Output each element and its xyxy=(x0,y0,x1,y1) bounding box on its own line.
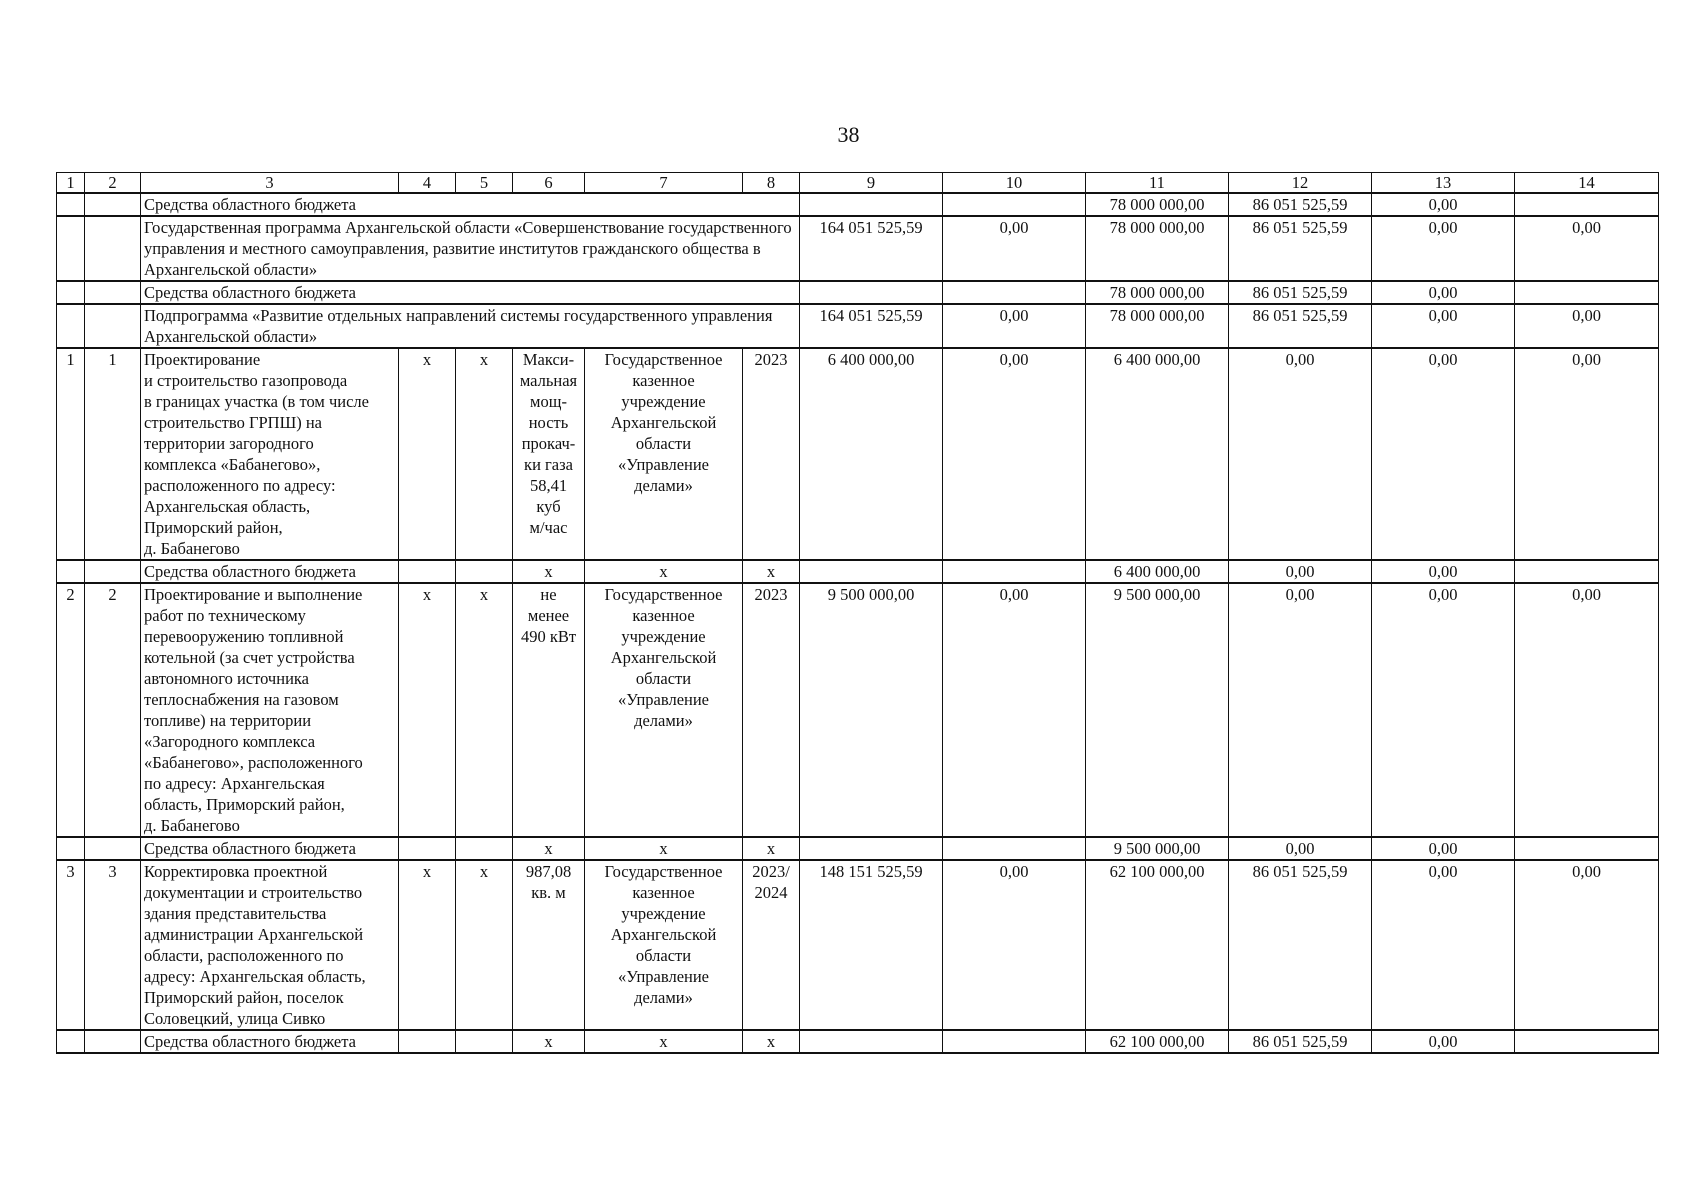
table-cell: х xyxy=(585,1030,743,1053)
amount-cell: 78 000 000,00 xyxy=(1086,216,1229,281)
amount-cell: 9 500 000,00 xyxy=(1086,837,1229,860)
row-number: 1 xyxy=(57,348,85,560)
row-number: 2 xyxy=(85,583,141,837)
table-row xyxy=(57,583,1659,837)
table-cell xyxy=(1515,1030,1659,1053)
table-cell xyxy=(85,837,141,860)
amount-cell: 62 100 000,00 xyxy=(1086,1030,1229,1053)
header-cell: 8 xyxy=(743,173,800,194)
header-cell: 1 xyxy=(57,173,85,194)
header-cell: 5 xyxy=(456,173,513,194)
row-number: 3 xyxy=(57,860,85,1030)
header-cell: 2 xyxy=(85,173,141,194)
customer-cell: Государственное казенное учреждение Архангельской области «Управление делами» xyxy=(585,583,743,837)
table-header-row xyxy=(57,173,1659,194)
table-row xyxy=(57,281,1659,304)
amount-cell: 0,00 xyxy=(1372,837,1515,860)
table-cell xyxy=(1515,560,1659,583)
header-cell: 11 xyxy=(1086,173,1229,194)
header-cell: 10 xyxy=(943,173,1086,194)
amount-cell: 0,00 xyxy=(1515,860,1659,1030)
table-cell xyxy=(943,193,1086,216)
year-cell: 2023/ 2024 xyxy=(743,860,800,1030)
amount-cell: 0,00 xyxy=(1372,1030,1515,1053)
header-cell: 4 xyxy=(399,173,456,194)
header-cell: 14 xyxy=(1515,173,1659,194)
table-cell xyxy=(57,837,85,860)
table-cell: х xyxy=(399,583,456,837)
table-row xyxy=(57,1030,1659,1053)
funding-source-label: Средства областного бюджета xyxy=(141,281,800,304)
amount-cell: 0,00 xyxy=(1372,216,1515,281)
amount-cell: 86 051 525,59 xyxy=(1229,304,1372,348)
table-cell xyxy=(456,560,513,583)
table-cell xyxy=(85,193,141,216)
table-cell: х xyxy=(513,560,585,583)
amount-cell: 0,00 xyxy=(1229,560,1372,583)
amount-cell: 62 100 000,00 xyxy=(1086,860,1229,1030)
table-cell: х xyxy=(399,348,456,560)
customer-cell: Государственное казенное учреждение Архангельской области «Управление делами» xyxy=(585,348,743,560)
capacity-cell: не менее 490 кВт xyxy=(513,583,585,837)
row-number: 1 xyxy=(85,348,141,560)
amount-cell: 6 400 000,00 xyxy=(800,348,943,560)
table-cell xyxy=(85,304,141,348)
amount-cell: 0,00 xyxy=(1372,583,1515,837)
table-cell: х xyxy=(456,583,513,837)
amount-cell: 0,00 xyxy=(1515,583,1659,837)
amount-cell: 9 500 000,00 xyxy=(800,583,943,837)
amount-cell: 0,00 xyxy=(1229,348,1372,560)
table-cell xyxy=(57,1030,85,1053)
table-cell: х xyxy=(456,860,513,1030)
table-cell xyxy=(57,304,85,348)
table-cell xyxy=(1515,281,1659,304)
table-cell: х xyxy=(743,560,800,583)
table-cell xyxy=(456,1030,513,1053)
subprogram-title: Подпрограмма «Развитие отдельных направлений системы государственного управления Архангельской области» xyxy=(141,304,800,348)
amount-cell: 0,00 xyxy=(1372,560,1515,583)
table-cell xyxy=(800,193,943,216)
budget-table xyxy=(56,172,1659,1054)
amount-cell: 86 051 525,59 xyxy=(1229,860,1372,1030)
table-cell xyxy=(399,837,456,860)
table-cell xyxy=(1515,837,1659,860)
table-cell: х xyxy=(585,560,743,583)
amount-cell: 0,00 xyxy=(1372,193,1515,216)
table-cell: х xyxy=(513,837,585,860)
table-row xyxy=(57,837,1659,860)
table-cell: х xyxy=(513,1030,585,1053)
table-cell xyxy=(85,216,141,281)
amount-cell: 0,00 xyxy=(943,304,1086,348)
table-cell: х xyxy=(456,348,513,560)
table-cell: х xyxy=(585,837,743,860)
table-cell xyxy=(57,560,85,583)
table-cell xyxy=(943,560,1086,583)
amount-cell: 78 000 000,00 xyxy=(1086,281,1229,304)
amount-cell: 9 500 000,00 xyxy=(1086,583,1229,837)
header-cell: 6 xyxy=(513,173,585,194)
amount-cell: 148 151 525,59 xyxy=(800,860,943,1030)
amount-cell: 0,00 xyxy=(943,348,1086,560)
amount-cell: 0,00 xyxy=(1515,304,1659,348)
amount-cell: 78 000 000,00 xyxy=(1086,304,1229,348)
table-cell xyxy=(943,281,1086,304)
funding-source-label: Средства областного бюджета xyxy=(141,193,800,216)
header-cell: 12 xyxy=(1229,173,1372,194)
object-name: Проектирование и выполнение работ по техническому перевооружению топливной котельной (за счет устройства автономного источника теплоснабжения на газовом топливе) на территории «Загородного комплекса «Бабанегово», расположенного по адресу: Архангельская область, Приморский район, д. Бабанегово xyxy=(141,583,399,837)
capacity-cell: 987,08 кв. м xyxy=(513,860,585,1030)
amount-cell: 0,00 xyxy=(1372,281,1515,304)
amount-cell: 0,00 xyxy=(1515,348,1659,560)
amount-cell: 78 000 000,00 xyxy=(1086,193,1229,216)
amount-cell: 0,00 xyxy=(1372,304,1515,348)
header-cell: 13 xyxy=(1372,173,1515,194)
amount-cell: 86 051 525,59 xyxy=(1229,216,1372,281)
amount-cell: 0,00 xyxy=(1372,348,1515,560)
table-cell: х xyxy=(743,837,800,860)
table-row xyxy=(57,193,1659,216)
customer-cell: Государственное казенное учреждение Архангельской области «Управление делами» xyxy=(585,860,743,1030)
table-cell xyxy=(800,837,943,860)
table-row xyxy=(57,560,1659,583)
page-number: 38 xyxy=(837,122,860,147)
funding-source-label: Средства областного бюджета xyxy=(141,560,399,583)
table-cell xyxy=(943,837,1086,860)
table-row xyxy=(57,304,1659,348)
table-cell xyxy=(800,1030,943,1053)
year-cell: 2023 xyxy=(743,348,800,560)
table-cell xyxy=(943,1030,1086,1053)
program-title: Государственная программа Архангельской области «Совершенствование государственного управления и местного самоуправления, развитие институтов гражданского общества в Архангельской области» xyxy=(141,216,800,281)
table-row xyxy=(57,348,1659,560)
table-cell xyxy=(1515,193,1659,216)
header-cell: 9 xyxy=(800,173,943,194)
header-cell: 7 xyxy=(585,173,743,194)
table-cell xyxy=(399,1030,456,1053)
table-cell xyxy=(57,193,85,216)
table-cell: х xyxy=(399,860,456,1030)
table-cell: х xyxy=(743,1030,800,1053)
row-number: 2 xyxy=(57,583,85,837)
table-cell xyxy=(85,1030,141,1053)
funding-source-label: Средства областного бюджета xyxy=(141,837,399,860)
table-row xyxy=(57,216,1659,281)
amount-cell: 86 051 525,59 xyxy=(1229,193,1372,216)
amount-cell: 0,00 xyxy=(943,860,1086,1030)
header-cell: 3 xyxy=(141,173,399,194)
amount-cell: 0,00 xyxy=(943,583,1086,837)
amount-cell: 0,00 xyxy=(1515,216,1659,281)
amount-cell: 86 051 525,59 xyxy=(1229,1030,1372,1053)
table-cell xyxy=(57,216,85,281)
funding-source-label: Средства областного бюджета xyxy=(141,1030,399,1053)
table-cell xyxy=(85,281,141,304)
table-cell xyxy=(399,560,456,583)
amount-cell: 164 051 525,59 xyxy=(800,304,943,348)
amount-cell: 0,00 xyxy=(943,216,1086,281)
table-cell xyxy=(800,560,943,583)
table-cell xyxy=(85,560,141,583)
amount-cell: 0,00 xyxy=(1372,860,1515,1030)
amount-cell: 0,00 xyxy=(1229,583,1372,837)
object-name: Корректировка проектной документации и строительство здания представительства администрации Архангельской области, расположенного по адресу: Архангельская область, Приморский район, поселок Соловецкий, улица Сивко xyxy=(141,860,399,1030)
amount-cell: 86 051 525,59 xyxy=(1229,281,1372,304)
object-name: Проектирование и строительство газопровода в границах участка (в том числе строительство ГРПШ) на территории загородного комплекса «Бабанегово», расположенного по адресу: Архангельская область, Приморский район, д. Бабанегово xyxy=(141,348,399,560)
year-cell: 2023 xyxy=(743,583,800,837)
table-cell xyxy=(800,281,943,304)
capacity-cell: Макси- мальная мощ- ность прокач- ки газа 58,41 куб м/час xyxy=(513,348,585,560)
amount-cell: 6 400 000,00 xyxy=(1086,348,1229,560)
table-row xyxy=(57,860,1659,1030)
amount-cell: 6 400 000,00 xyxy=(1086,560,1229,583)
amount-cell: 164 051 525,59 xyxy=(800,216,943,281)
table-cell xyxy=(456,837,513,860)
row-number: 3 xyxy=(85,860,141,1030)
table-cell xyxy=(57,281,85,304)
amount-cell: 0,00 xyxy=(1229,837,1372,860)
